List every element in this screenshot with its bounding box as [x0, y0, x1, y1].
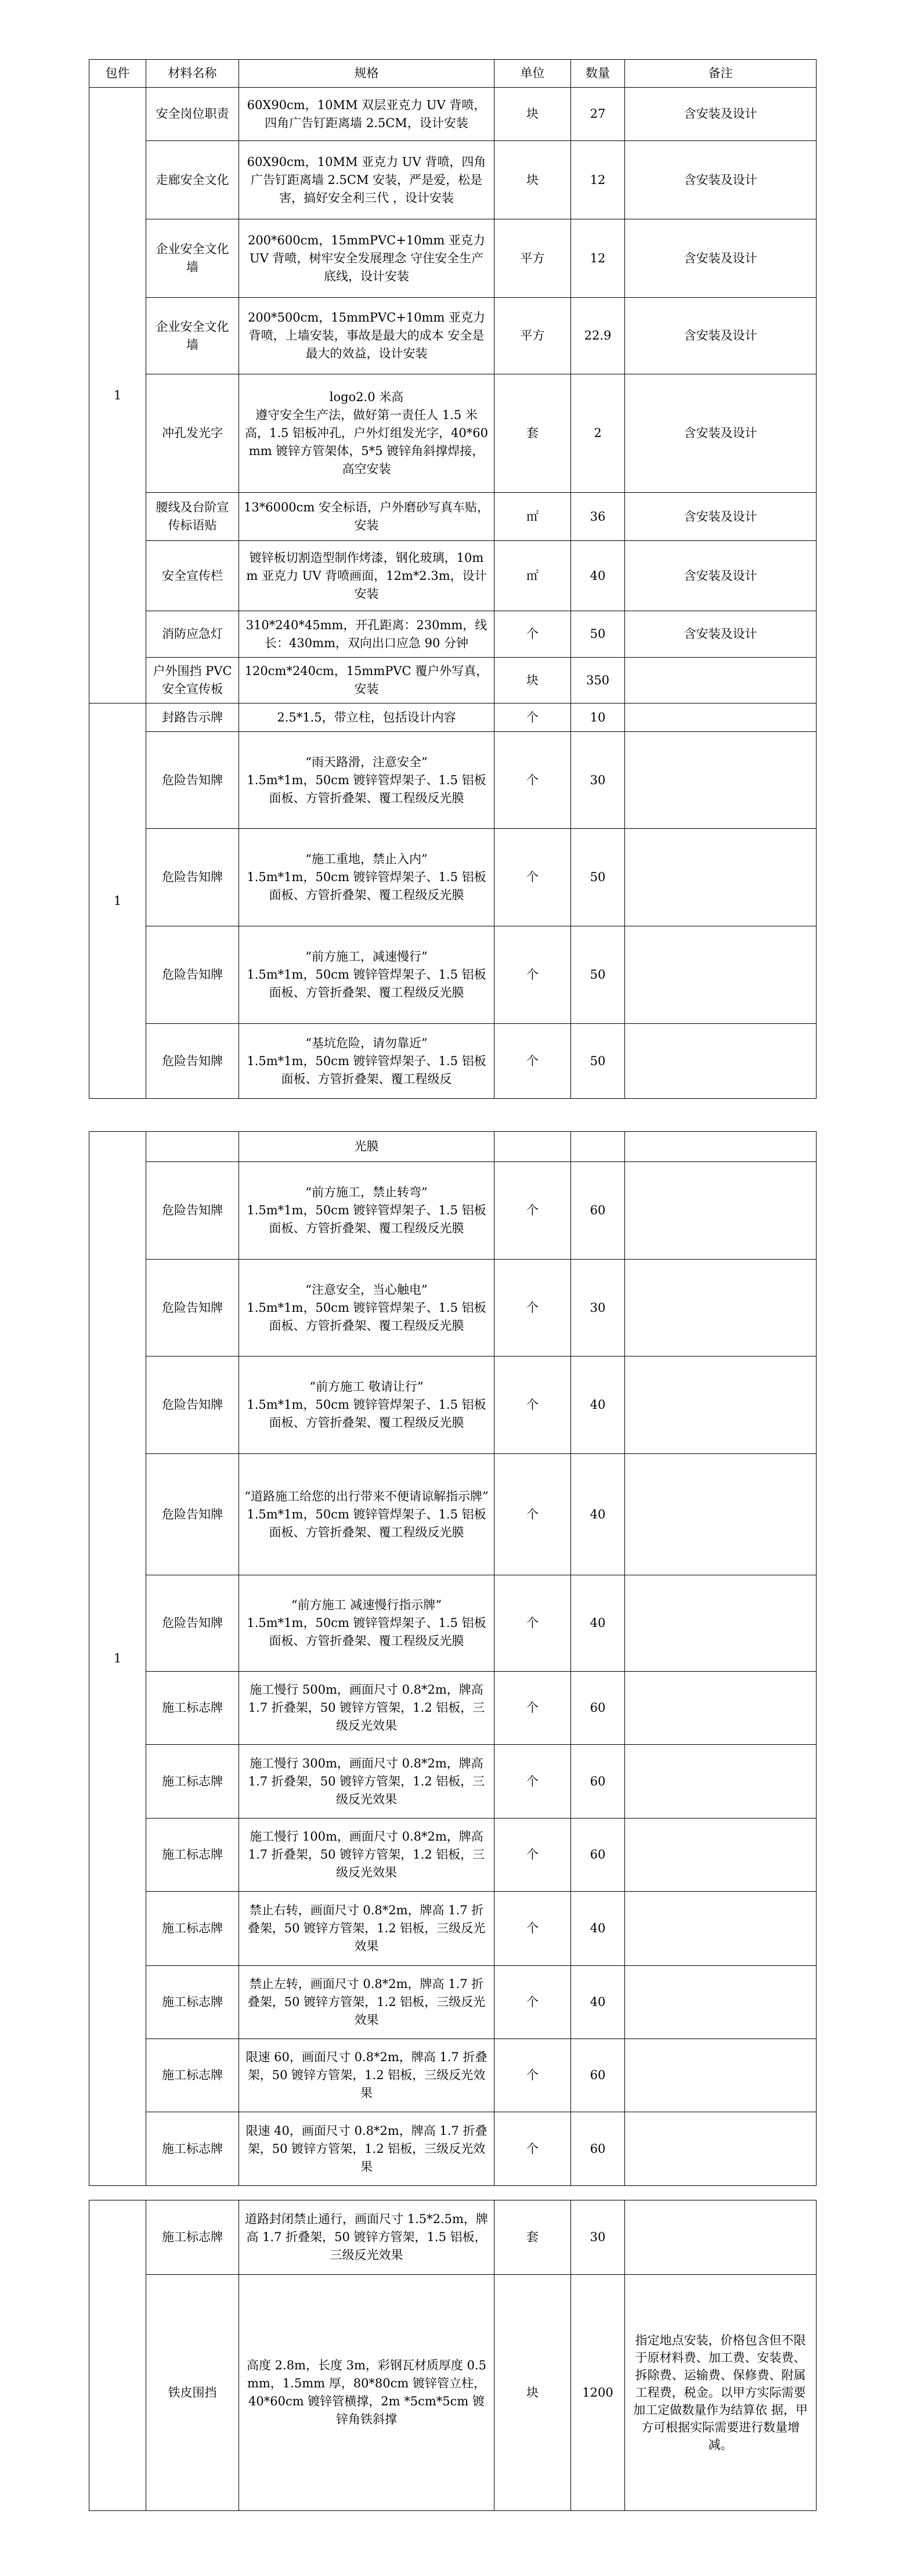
material-spec: 60X90cm，10MM 亚克力 UV 背喷，四角广告钉距离墙 2.5CM 安装，严是爱，松是害，搞好安全利三代 ，设计安装: [239, 141, 494, 219]
material-note: [625, 926, 817, 1024]
material-name: 施工标志牌: [146, 1966, 239, 2039]
table-row: [89, 1132, 817, 1162]
material-qty: 40: [571, 1892, 625, 1966]
material-unit: ㎡: [494, 493, 571, 541]
table-row: [89, 1966, 817, 2039]
table-header-row: [89, 60, 817, 88]
material-name: 走廊安全文化: [146, 141, 239, 219]
material-unit: 个: [494, 1575, 571, 1672]
table-row: [89, 493, 817, 541]
material-unit: 个: [494, 829, 571, 926]
material-qty: 2: [571, 374, 625, 493]
package-number: 1: [89, 1132, 146, 2186]
table-row: [89, 219, 817, 298]
material-name: 企业安全文化墙: [146, 298, 239, 374]
material-qty: 27: [571, 88, 625, 141]
material-qty: 60: [571, 2112, 625, 2186]
material-note: [625, 1745, 817, 1819]
table-row: [89, 1819, 817, 1892]
table-row: [89, 1892, 817, 1966]
table-row: [89, 2039, 817, 2112]
material-unit: 个: [494, 611, 571, 658]
material-name: 施工标志牌: [146, 1745, 239, 1819]
material-name: 企业安全文化墙: [146, 219, 239, 298]
material-qty: 40: [571, 541, 625, 611]
table-row: [89, 374, 817, 493]
material-qty: 30: [571, 732, 625, 829]
material-note: [625, 1966, 817, 2039]
material-unit: 个: [494, 1892, 571, 1966]
header-pkg: 包件: [89, 60, 146, 88]
table-row: [89, 1745, 817, 1819]
table-row: [89, 732, 817, 829]
material-qty: 50: [571, 611, 625, 658]
material-unit: 个: [494, 1966, 571, 2039]
material-unit: 套: [494, 374, 571, 493]
material-qty: 10: [571, 703, 625, 732]
material-qty: 36: [571, 493, 625, 541]
material-name: 安全岗位职责: [146, 88, 239, 141]
table-row: [89, 1024, 817, 1099]
material-name: [146, 1132, 239, 1162]
table-row: [89, 1356, 817, 1454]
header-spec: 规格: [239, 60, 494, 88]
material-note: [625, 1892, 817, 1966]
material-unit: 个: [494, 703, 571, 732]
material-note: 含安装及设计: [625, 88, 817, 141]
material-unit: 个: [494, 1454, 571, 1575]
material-qty: 60: [571, 1672, 625, 1745]
table-row: [89, 298, 817, 374]
material-name: 危险告知牌: [146, 1162, 239, 1260]
material-note: [625, 1356, 817, 1454]
material-qty: 50: [571, 1024, 625, 1099]
material-note: [625, 1672, 817, 1745]
table-row: [89, 2200, 817, 2275]
material-name: 危险告知牌: [146, 829, 239, 926]
table-row: [89, 926, 817, 1024]
table-row: [89, 829, 817, 926]
material-spec: “注意安全，当心触电” 1.5m*1m，50cm 镀锌管焊架子、1.5 铝板面板、方管折叠架、覆工程级反光膜: [239, 1260, 494, 1356]
material-name: 施工标志牌: [146, 2039, 239, 2112]
table-row: [89, 1575, 817, 1672]
material-qty: 12: [571, 141, 625, 219]
material-spec: “施工重地，禁止入内” 1.5m*1m，50cm 镀锌管焊架子、1.5 铝板面板、方管折叠架、覆工程级反光膜: [239, 829, 494, 926]
material-name: 安全宣传栏: [146, 541, 239, 611]
material-spec: “雨天路滑，注意安全” 1.5m*1m，50cm 镀锌管焊架子、1.5 铝板面板、方管折叠架、覆工程级反光膜: [239, 732, 494, 829]
material-note: [625, 1260, 817, 1356]
material-note: 指定地点安装，价格包含但不限于原材料费、加工费、安装费、拆除费、运输费、保修费、附属工程费，税金。以甲方实际需要加工定做数量作为结算依 据，甲方可根据实际需要进行数量增减。: [625, 2275, 817, 2511]
material-spec: “前方施工，减速慢行” 1.5m*1m，50cm 镀锌管焊架子、1.5 铝板面板、方管折叠架、覆工程级反光膜: [239, 926, 494, 1024]
material-name: 危险告知牌: [146, 1356, 239, 1454]
material-spec: “前方施工 敬请让行” 1.5m*1m，50cm 镀锌管焊架子、1.5 铝板面板、方管折叠架、覆工程级反光膜: [239, 1356, 494, 1454]
material-qty: 50: [571, 926, 625, 1024]
material-note: [625, 2039, 817, 2112]
material-qty: 22.9: [571, 298, 625, 374]
material-spec: 13*6000cm 安全标语，户外磨砂写真车贴，安装: [239, 493, 494, 541]
material-spec: logo2.0 米高 遵守安全生产法，做好第一责任人 1.5 米高，1.5 铝板冲孔，户外灯组发光字，40*60mm 镀锌方管架体，5*5 镀锌角斜撑焊接，高空安装: [239, 374, 494, 493]
material-unit: 块: [494, 88, 571, 141]
table-row: [89, 703, 817, 732]
material-name: 施工标志牌: [146, 2112, 239, 2186]
material-unit: 块: [494, 141, 571, 219]
material-spec: 120cm*240cm，15mmPVC 覆户外写真，安装: [239, 658, 494, 703]
material-note: [625, 1819, 817, 1892]
material-spec: 限速 40，画面尺寸 0.8*2m，牌高 1.7 折叠架，50 镀锌方管架，1.2 铝板，三级反光效果: [239, 2112, 494, 2186]
material-name: 施工标志牌: [146, 1892, 239, 1966]
material-note: [625, 732, 817, 829]
material-unit: 块: [494, 2275, 571, 2511]
material-note: [625, 1454, 817, 1575]
material-unit: 个: [494, 1260, 571, 1356]
material-spec: 高度 2.8m，长度 3m，彩钢瓦材质厚度 0.5mm，1.5mm 厚，80*80cm 镀锌管立柱，40*60cm 镀锌管横撑，2m *5cm*5cm 镀锌角铁斜撑: [239, 2275, 494, 2511]
material-name: 户外围挡 PVC 安全宣传板: [146, 658, 239, 703]
material-qty: [571, 1132, 625, 1162]
material-unit: 个: [494, 1819, 571, 1892]
material-note: 含安装及设计: [625, 374, 817, 493]
material-qty: 40: [571, 1575, 625, 1672]
material-note: 含安装及设计: [625, 141, 817, 219]
material-qty: 30: [571, 1260, 625, 1356]
material-spec: “前方施工 减速慢行指示牌” 1.5m*1m，50cm 镀锌管焊架子、1.5 铝板面板、方管折叠架、覆工程级反光膜: [239, 1575, 494, 1672]
material-name: 危险告知牌: [146, 1575, 239, 1672]
material-qty: 12: [571, 219, 625, 298]
material-note: [625, 1575, 817, 1672]
material-qty: 30: [571, 2200, 625, 2275]
material-name: 危险告知牌: [146, 1260, 239, 1356]
material-qty: 60: [571, 1162, 625, 1260]
material-name: 危险告知牌: [146, 1454, 239, 1575]
material-unit: 平方: [494, 219, 571, 298]
table-row: [89, 611, 817, 658]
material-note: 含安装及设计: [625, 541, 817, 611]
material-name: 冲孔发光字: [146, 374, 239, 493]
material-unit: 个: [494, 2039, 571, 2112]
materials-table-page-2: [89, 1131, 817, 2186]
material-spec: “道路施工给您的出行带来不便请谅解指示牌” 1.5m*1m，50cm 镀锌管焊架子、1.5 铝板面板、方管折叠架、覆工程级反光膜: [239, 1454, 494, 1575]
material-unit: 个: [494, 1162, 571, 1260]
material-unit: [494, 1132, 571, 1162]
material-note: 含安装及设计: [625, 298, 817, 374]
material-note: [625, 1132, 817, 1162]
material-unit: 个: [494, 2112, 571, 2186]
package-number: [89, 2200, 146, 2511]
table-row: [89, 2275, 817, 2511]
package-number: 1: [89, 88, 146, 703]
material-note: 含安装及设计: [625, 219, 817, 298]
material-spec: 镀锌板切割造型制作烤漆，钢化玻璃，10mm 亚克力 UV 背喷画面，12m*2.3m，设计安装: [239, 541, 494, 611]
material-note: [625, 829, 817, 926]
material-unit: 个: [494, 1745, 571, 1819]
material-spec: 施工慢行 500m，画面尺寸 0.8*2m，牌高 1.7 折叠架，50 镀锌方管架，1.2 铝板，三级反光效果: [239, 1672, 494, 1745]
material-unit: 平方: [494, 298, 571, 374]
material-spec: 限速 60，画面尺寸 0.8*2m，牌高 1.7 折叠架，50 镀锌方管架，1.2 铝板，三级反光效果: [239, 2039, 494, 2112]
material-qty: 40: [571, 1966, 625, 2039]
table-row: [89, 88, 817, 141]
material-spec: 道路封闭禁止通行，画面尺寸 1.5*2.5m，牌高 1.7 折叠架，50 镀锌方管架，1.5 铝板，三级反光效果: [239, 2200, 494, 2275]
material-name: 腰线及台阶宣传标语贴: [146, 493, 239, 541]
table-row: [89, 1454, 817, 1575]
table-row: [89, 1672, 817, 1745]
material-note: [625, 703, 817, 732]
material-unit: 个: [494, 1356, 571, 1454]
material-spec: 禁止左转，画面尺寸 0.8*2m，牌高 1.7 折叠架，50 镀锌方管架，1.2 铝板，三级反光效果: [239, 1966, 494, 2039]
material-qty: 40: [571, 1356, 625, 1454]
continuation-text: 光膜: [239, 1132, 494, 1162]
material-name: 危险告知牌: [146, 1024, 239, 1099]
material-spec: 60X90cm，10MM 双层亚克力 UV 背喷，四角广告钉距离墙 2.5CM，设计安装: [239, 88, 494, 141]
material-note: [625, 1162, 817, 1260]
table-row: [89, 2112, 817, 2186]
table-row: [89, 658, 817, 703]
header-name: 材料名称: [146, 60, 239, 88]
material-spec: 2.5*1.5，带立柱，包括设计内容: [239, 703, 494, 732]
material-qty: 60: [571, 1745, 625, 1819]
material-note: [625, 2112, 817, 2186]
material-spec: “基坑危险，请勿靠近” 1.5m*1m，50cm 镀锌管焊架子、1.5 铝板面板、方管折叠架、覆工程级反: [239, 1024, 494, 1099]
material-name: 封路告示牌: [146, 703, 239, 732]
material-name: 危险告知牌: [146, 926, 239, 1024]
material-qty: 350: [571, 658, 625, 703]
material-note: [625, 658, 817, 703]
material-spec: 施工慢行 100m，画面尺寸 0.8*2m，牌高 1.7 折叠架，50 镀锌方管架，1.2 铝板，三级反光效果: [239, 1819, 494, 1892]
material-note: 含安装及设计: [625, 611, 817, 658]
material-name: 施工标志牌: [146, 1819, 239, 1892]
material-name: 铁皮围挡: [146, 2275, 239, 2511]
material-unit: ㎡: [494, 541, 571, 611]
materials-table-page-1: [89, 59, 817, 1099]
header-unit: 单位: [494, 60, 571, 88]
material-qty: 40: [571, 1454, 625, 1575]
material-note: 含安装及设计: [625, 493, 817, 541]
table-row: [89, 541, 817, 611]
material-spec: 禁止右转，画面尺寸 0.8*2m，牌高 1.7 折叠架，50 镀锌方管架，1.2 铝板，三级反光效果: [239, 1892, 494, 1966]
table-row: [89, 1260, 817, 1356]
header-qty: 数量: [571, 60, 625, 88]
material-spec: 200*500cm，15mmPVC+10mm 亚克力背喷，上墙安装，事故是最大的成本 安全是最大的效益，设计安装: [239, 298, 494, 374]
material-qty: 50: [571, 829, 625, 926]
material-unit: 套: [494, 2200, 571, 2275]
material-name: 施工标志牌: [146, 2200, 239, 2275]
material-unit: 个: [494, 1672, 571, 1745]
material-qty: 60: [571, 2039, 625, 2112]
header-note: 备注: [625, 60, 817, 88]
material-unit: 块: [494, 658, 571, 703]
material-spec: 200*600cm，15mmPVC+10mm 亚克力 UV 背喷，树牢安全发展理念 守住安全生产底线，设计安装: [239, 219, 494, 298]
material-unit: 个: [494, 926, 571, 1024]
table-row: [89, 1162, 817, 1260]
material-spec: 施工慢行 300m，画面尺寸 0.8*2m，牌高 1.7 折叠架，50 镀锌方管架，1.2 铝板，三级反光效果: [239, 1745, 494, 1819]
material-unit: 个: [494, 1024, 571, 1099]
materials-table-page-3: [89, 2200, 817, 2511]
material-name: 消防应急灯: [146, 611, 239, 658]
material-name: 危险告知牌: [146, 732, 239, 829]
material-note: [625, 1024, 817, 1099]
material-name: 施工标志牌: [146, 1672, 239, 1745]
material-qty: 1200: [571, 2275, 625, 2511]
table-row: [89, 141, 817, 219]
material-qty: 60: [571, 1819, 625, 1892]
material-spec: “前方施工，禁止转弯” 1.5m*1m，50cm 镀锌管焊架子、1.5 铝板面板、方管折叠架、覆工程级反光膜: [239, 1162, 494, 1260]
material-note: [625, 2200, 817, 2275]
package-number: 1: [89, 703, 146, 1099]
material-spec: 310*240*45mm，开孔距离：230mm，线长：430mm，双向出口应急 90 分钟: [239, 611, 494, 658]
material-unit: 个: [494, 732, 571, 829]
